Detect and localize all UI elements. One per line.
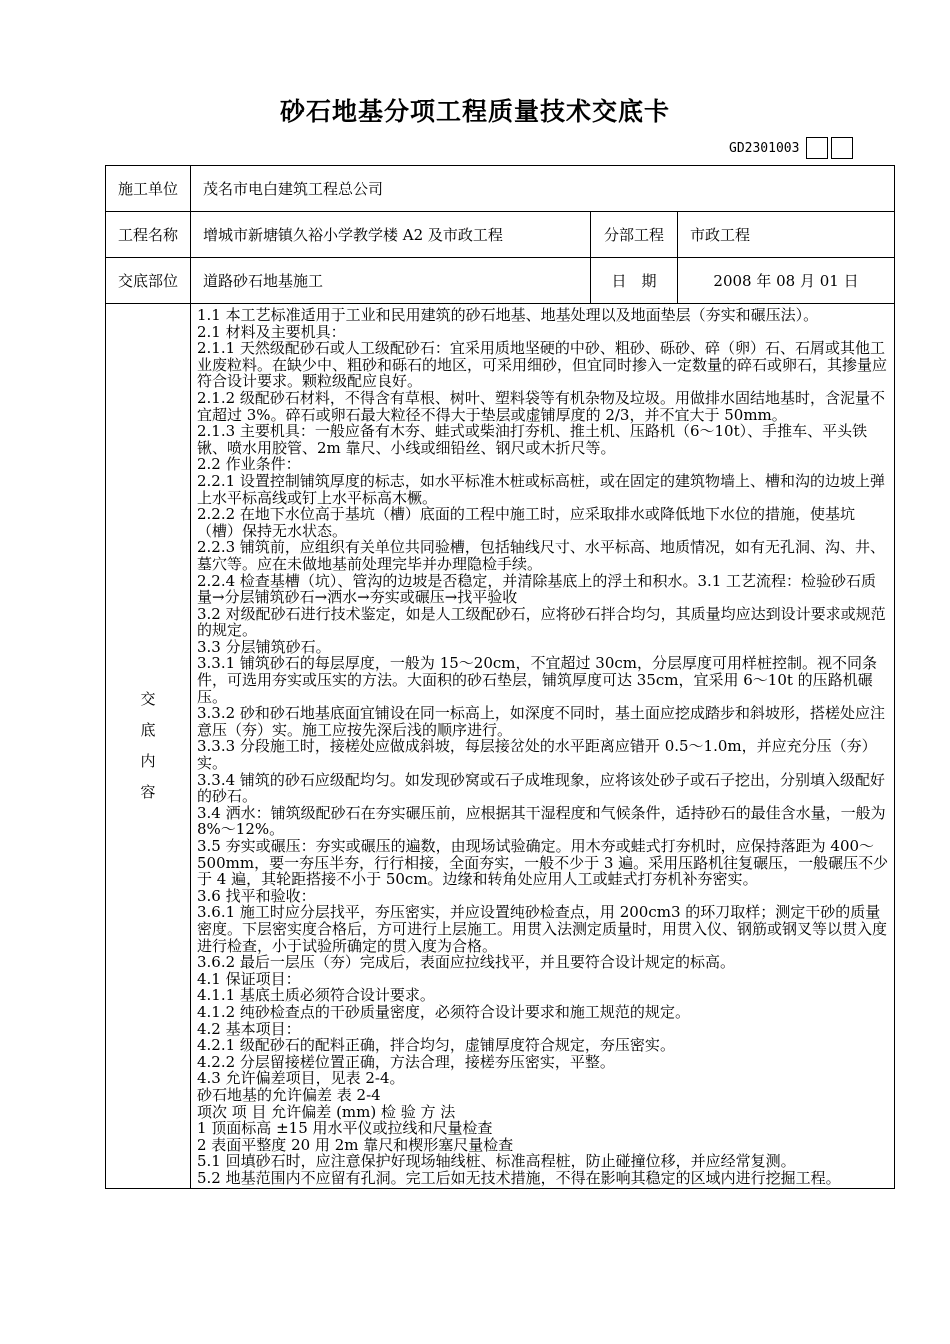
unit-value: 茂名市电白建筑工程总公司 [191, 166, 895, 212]
content-line: 4.2.2 分层留接槎位置正确，方法合理，接槎夯压密实，平整。 [197, 1052, 615, 1071]
part-label: 交底部位 [106, 258, 191, 304]
content-line: 3.4 洒水：铺筑级配砂石在夯实碾压前，应根据其干湿程度和气候条件，适持砂石的最佳含水量，一般为 8%～12%。 [197, 803, 886, 839]
row-content [106, 304, 895, 1189]
content-line: 2.1.3 主要机具：一般应备有木夯、蛙式或柴油打夯机、推土机、压路机（6～10t）、手推车、平头铁锹、喷水用胶管、2m 靠尺、小线或细铅丝、钢尺或木折尺等。 [197, 422, 868, 457]
code-box-1 [806, 137, 828, 159]
side-char: 交 [140, 690, 156, 709]
content-line: 4.1.1 基底土质必须符合设计要求。 [197, 986, 435, 1005]
row-project [106, 212, 895, 258]
content-line: 3.3.3 分段施工时，接槎处应做成斜坡，每层接岔处的水平距离应错开 0.5～1.0m，并应充分压（夯）实。 [197, 737, 877, 773]
content-line: 3.3.4 铺筑的砂石应级配均匀。如发现砂窝或石子成堆现象，应将该处砂子或石子挖出，分别填入级配好的砂石。 [197, 770, 885, 806]
side-char: 容 [140, 783, 156, 802]
date-value: 2008 年 08 月 01 日 [678, 258, 895, 304]
side-char: 底 [140, 721, 156, 740]
content-side-label [106, 304, 191, 1189]
sub-project-value: 市政工程 [678, 212, 895, 258]
content-line: 3.3.2 砂和砂石地基底面宜铺设在同一标高上，如深度不同时，基土面应挖成踏步和斜坡形，搭槎处应注意压（夯）实。施工应按先深后浅的顺序进行。 [197, 704, 885, 739]
content-line: 3.6.1 施工时应分层找平，夯压密实，并应设置纯砂检查点，用 200cm3 的环刀取样；测定干砂的质量密度。下层密实度合格后，方可进行上层施工。用贯入法测定质量时，用贯入仪、钢筋或钢叉等以贯入度进行检查，小于试验所确定的贯入度为合格。 [197, 903, 888, 955]
content-line: 2.1.1 天然级配砂石或人工级配砂石：宜采用质地坚硬的中砂、粗砂、砾砂、碎（卵）石、石屑或其他工业废粒料。在缺少中、粗砂和砾石的地区，可采用细砂，但宜同时掺入一定数量的碎石或卵石，其掺量应符合设计要求。颗粒级配应良好。 [197, 339, 888, 391]
content-line: 3.6.2 最后一层压（夯）完成后，表面应拉线找平，并且要符合设计规定的标高。 [197, 953, 735, 972]
project-label: 工程名称 [106, 212, 191, 258]
content-line: 4.1.2 纯砂检查点的干砂质量密度，必须符合设计要求和施工规范的规定。 [197, 1002, 690, 1021]
part-value: 道路砂石地基施工 [191, 258, 591, 304]
date-label: 日 期 [591, 258, 678, 304]
row-unit [106, 166, 895, 212]
content-line: 4.1 保证项目： [197, 969, 301, 988]
content-line: 3.3.1 铺筑砂石的每层厚度，一般为 15～20cm，不宜超过 30cm，分层厚度可用样桩控制。视不同条件，可选用夯实或压实的方法。大面积的砂石垫层，铺筑厚度可达 35cm，宜采用 6～10t 的压路机碾压。 [197, 654, 877, 706]
content-line: 砂石地基的允许偏差 表 2-4 [197, 1085, 381, 1104]
content-line: 3.3 分层铺筑砂石。 [197, 637, 331, 656]
document-code [729, 136, 853, 160]
content-line: 2.1.2 级配砂石材料，不得含有草根、树叶、塑料袋等有机杂物及垃圾。用做排水固结地基时，含泥量不宜超过 3%。碎石或卵石最大粒径不得大于垫层或虚铺厚度的 2/3，并不宜大于 50mm。 [197, 388, 885, 424]
content-line: 2.2 作业条件： [197, 455, 301, 474]
content-line: 4.2 基本项目： [197, 1019, 301, 1038]
code-box-2 [831, 137, 853, 159]
content-line: 5.2 地基范围内不应留有孔洞。完工后如无技术措施，不得在影响其稳定的区域内进行挖掘工程。 [197, 1168, 841, 1187]
content-line: 1 顶面标高 ±15 用水平仪或拉线和尺量检查 [197, 1119, 493, 1138]
row-part [106, 258, 895, 304]
unit-label: 施工单位 [106, 166, 191, 212]
content-line: 3.5 夯实或碾压：夯实或碾压的遍数，由现场试验确定。用木夯或蛙式打夯机时，应保持落距为 400～500mm，要一夯压半夯，行行相接，全面夯实，一般不少于 3 遍。采用压路机往复碾压，一般碾压不少于 4 遍，其轮距搭接不小于 50cm。边缘和转角处应用人工或蛙式打夯机补夯密实。 [197, 837, 889, 889]
code-text: GD2301003 [729, 140, 800, 156]
disclosure-table [105, 165, 895, 1189]
content-line: 5.1 回填砂石时，应注意保护好现场轴线桩、标准高程桩，防止碰撞位移，并应经常复测。 [197, 1152, 796, 1171]
content-body [191, 304, 895, 1189]
content-line: 项次 项 目 允许偏差 (mm) 检 验 方 法 [197, 1102, 456, 1121]
content-line: 2.1 材料及主要机具： [197, 322, 346, 341]
content-line: 3.2 对级配砂石进行技术鉴定，如是人工级配砂石，应将砂石拌合均匀，其质量均应达到设计要求或规范的规定。 [197, 604, 886, 640]
content-line: 2.2.4 检查基槽（坑）、管沟的边坡是否稳定，并清除基底上的浮土和积水。3.1 工艺流程：检验砂石质量→分层铺筑砂石→洒水→夯实或碾压→找平验收 [197, 571, 877, 607]
content-line: 4.2.1 级配砂石的配料正确，拌合均匀，虚铺厚度符合规定，夯压密实。 [197, 1036, 675, 1055]
content-line: 4.3 允许偏差项目，见表 2-4。 [197, 1069, 405, 1088]
content-line: 2 表面平整度 20 用 2m 靠尺和楔形塞尺量检查 [197, 1135, 514, 1154]
content-line: 2.2.3 铺筑前，应组织有关单位共同验槽，包括轴线尺寸、水平标高、地质情况，如有无孔洞、沟、井、墓穴等。应在未做地基前处理完毕并办理隐检手续。 [197, 538, 885, 573]
content-line: 2.2.1 设置控制铺筑厚度的标志，如水平标准木桩或标高桩，或在固定的建筑物墙上、槽和沟的边坡上弹上水平标高线或钉上水平标高木橛。 [197, 471, 885, 507]
page-title: 砂石地基分项工程质量技术交底卡 [279, 97, 670, 126]
sub-project-label: 分部工程 [591, 212, 678, 258]
content-line: 1.1 本工艺标准适用于工业和民用建筑的砂石地基、地基处理以及地面垫层（夯实和碾压法）。 [197, 306, 819, 324]
side-char: 内 [140, 752, 156, 771]
project-value: 增城市新塘镇久裕小学教学楼 A2 及市政工程 [191, 212, 591, 258]
content-line: 2.2.2 在地下水位高于基坑（槽）底面的工程中施工时，应采取排水或降低地下水位的措施，使基坑（槽）保持无水状态。 [197, 505, 855, 540]
content-line: 3.6 找平和验收： [197, 886, 316, 905]
